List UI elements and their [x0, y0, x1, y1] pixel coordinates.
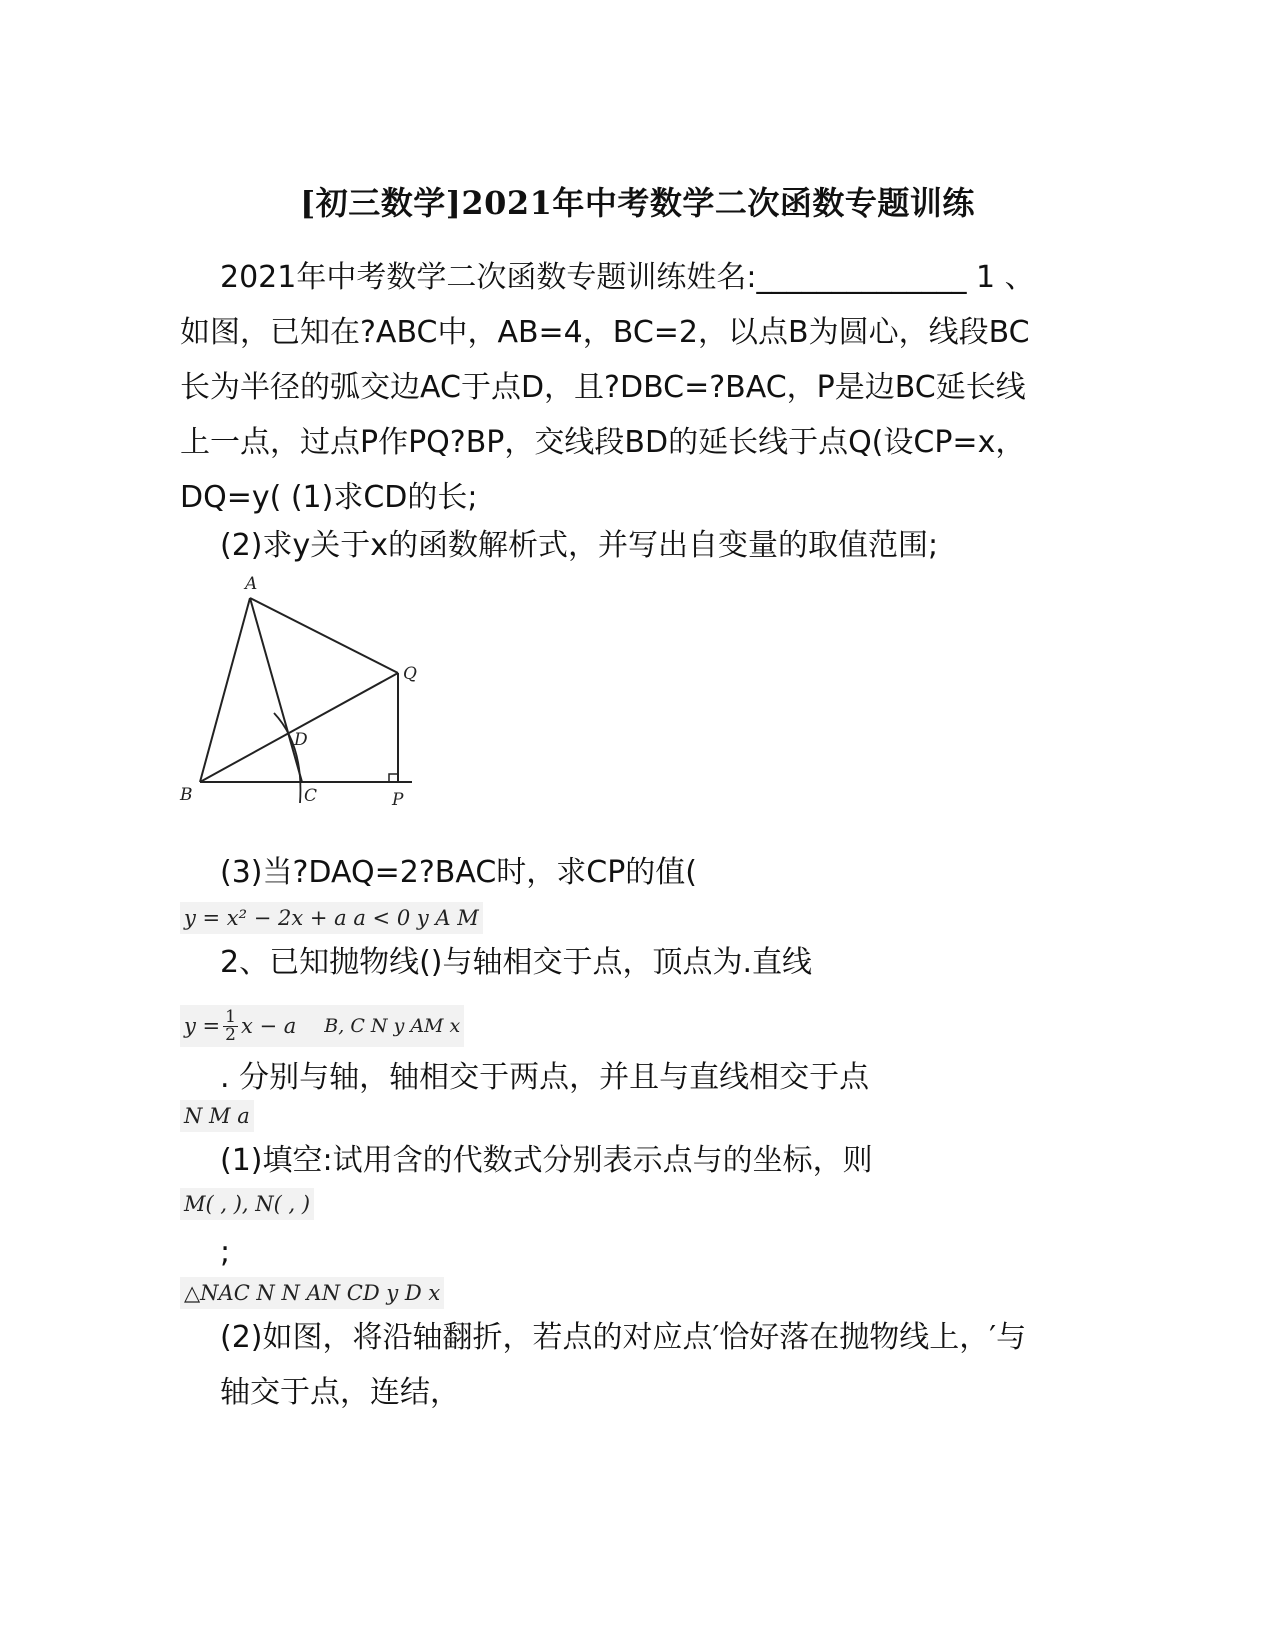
label-b: B [180, 785, 193, 805]
formula-parabola: y = x² − 2x + a a < 0 y A M [180, 902, 483, 934]
semicolon-line: ; [220, 1235, 231, 1270]
label-p: P [392, 790, 404, 810]
formula-line-tail: B, C N y AM x [324, 1015, 461, 1037]
formula-points: N M a [180, 1100, 254, 1132]
label-q: Q [403, 664, 417, 684]
problem-1-part-3: (3)当?DAQ=2?BAC时，求CP的值( [220, 855, 698, 890]
label-a: A [245, 574, 258, 594]
problem-2-text: 2、已知抛物线()与轴相交于点，顶点为.直线 [220, 945, 813, 980]
formula-coordinates: M( , ), N( , ) [180, 1188, 314, 1220]
problem-2-part-2-text: (2)如图，将沿轴翻折，若点的对应点′恰好落在抛物线上，′与轴交于点，连结， [220, 1320, 1027, 1410]
problem-2-part-2 [220, 1310, 1050, 1420]
problem-2-part-1: (1)填空:试用含的代数式分别表示点与的坐标，则 [220, 1143, 873, 1178]
document-title: [初三数学]2021年中考数学二次函数专题训练 [300, 184, 975, 222]
formula-line-lhs: y = [184, 1014, 221, 1038]
formula-line-rhs: x − a [240, 1014, 297, 1038]
fraction-numerator: 1 [225, 1006, 236, 1027]
fraction-denominator: 2 [225, 1024, 236, 1045]
formula-triangle: △NAC N N AN CD y D x [180, 1277, 444, 1309]
fraction [223, 1006, 238, 1045]
label-d: D [294, 730, 308, 750]
triangle-figure [170, 565, 440, 815]
formula-line [180, 1005, 464, 1047]
label-c: C [304, 786, 318, 806]
problem-1-text: 2021年中考数学二次函数专题训练姓名:______________ 1 、如图，已知在?ABC中，AB=4，BC=2，以点B为圆心，线段BC长为半径的弧交边AC于点D，且?DBC=?BAC，P是边BC延长线上一点，过点P作PQ?BP，交线段BD的延长线于点Q(设CP=x，DQ=y( (1)求CD的长; [180, 260, 1035, 515]
problem-1-part-2: (2)求y关于x的函数解析式，并写出自变量的取值范围; [220, 528, 939, 563]
problem-2-line-text: . 分别与轴，轴相交于两点，并且与直线相交于点 [220, 1060, 870, 1095]
